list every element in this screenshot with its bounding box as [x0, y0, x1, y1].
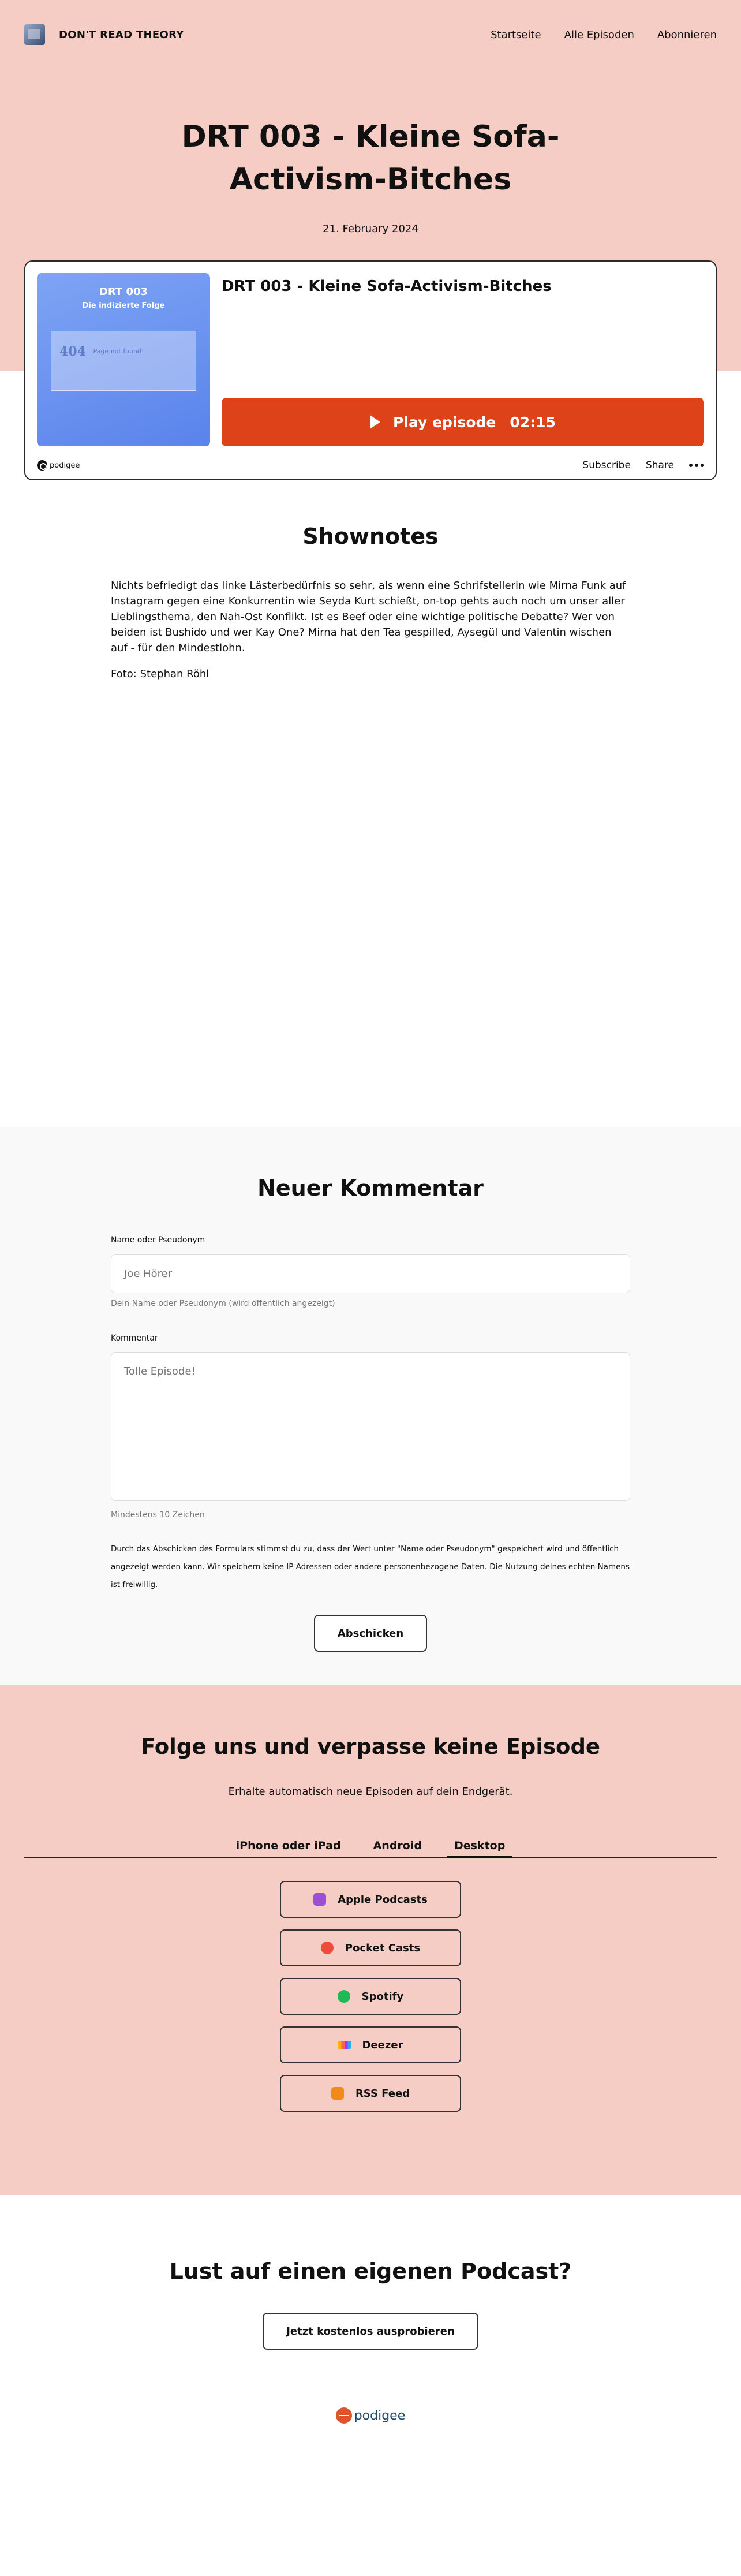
- tab-android[interactable]: Android: [373, 1839, 422, 1852]
- play-label: Play episode: [393, 413, 496, 431]
- apple-podcasts-icon: [313, 1893, 326, 1906]
- cover-title: DRT 003: [99, 286, 148, 298]
- podcast-logo: [24, 24, 45, 45]
- comment-heading: Neuer Kommentar: [257, 1175, 484, 1201]
- shownotes-paragraph: Nichts befriedigt das linke Lästerbedürfnis so sehr, als wenn eine Schrifstellerin wie Mirna Funk auf Instagram gegen eine Konkurrentin wie Seyda Kurt schießt, on-top gehts auch noch um unser aller Lieblingsthema, den Nah-Ost Konflikt. Ist es Beef oder eine wichtige politische Debatte? Wer von beiden ist Bushido und wer Kay One? Mirna hat den Tea gespilled, Aysegül und Valentin wischen auf - für den Mindestlohn.: [111, 580, 626, 654]
- subscribe-subheading: Erhalte automatisch neue Episoden auf dein Endgerät.: [228, 1786, 513, 1798]
- shownotes-section: [0, 371, 741, 1127]
- spotify-button[interactable]: [280, 1978, 461, 2015]
- more-options-icon[interactable]: [689, 464, 704, 467]
- spotify-icon: [338, 1990, 350, 2003]
- pocket-casts-button[interactable]: [280, 1929, 461, 1966]
- consent-text: Durch das Abschicken des Formulars stimmst du zu, dass der Wert unter "Name oder Pseudonym" gespeichert wird und öffentlich angezeigt werden kann. Wir speichern keine IP-Adressen oder andere personenbezogene Daten. Die Nutzung deines echten Namens ist freiwillig.: [111, 1544, 630, 1589]
- play-icon: [370, 415, 380, 429]
- comment-textarea[interactable]: Tolle Episode!: [111, 1352, 630, 1501]
- brand-link[interactable]: [24, 24, 184, 45]
- subscribe-heading: Folge uns und verpasse keine Episode: [140, 1734, 601, 1759]
- app-label: Deezer: [362, 2039, 403, 2051]
- promo-heading: Lust auf einen eigenen Podcast?: [169, 2258, 572, 2284]
- podigee-player-brand[interactable]: [37, 460, 80, 471]
- deezer-button[interactable]: [280, 2026, 461, 2063]
- subscribe-app-list: [0, 1881, 741, 2112]
- podigee-logo-text: podigee: [354, 2408, 406, 2423]
- apple-podcasts-button[interactable]: [280, 1881, 461, 1918]
- tab-iphone-ipad[interactable]: iPhone oder iPad: [235, 1839, 341, 1852]
- nav-startseite[interactable]: Startseite: [491, 28, 541, 41]
- name-input[interactable]: Joe Hörer: [111, 1254, 630, 1293]
- hero-section: [0, 0, 741, 471]
- player-episode-title: DRT 003 - Kleine Sofa-Activism-Bitches: [222, 278, 552, 295]
- comment-label: Kommentar: [111, 1334, 158, 1343]
- tab-desktop[interactable]: Desktop: [447, 1839, 512, 1858]
- player-subscribe-button[interactable]: Subscribe: [582, 460, 631, 471]
- rss-feed-button[interactable]: [280, 2075, 461, 2112]
- try-free-button[interactable]: Jetzt kostenlos ausprobieren: [263, 2313, 478, 2350]
- top-navigation: [0, 0, 741, 69]
- nav-abonnieren[interactable]: Abonnieren: [657, 28, 717, 41]
- nav-alle-episoden[interactable]: Alle Episoden: [564, 28, 634, 41]
- shownotes-heading: Shownotes: [302, 524, 439, 549]
- cover-404-card: [51, 331, 196, 391]
- app-label: Apple Podcasts: [338, 1893, 428, 1906]
- name-label: Name oder Pseudonym: [111, 1235, 205, 1245]
- podigee-icon: [37, 460, 47, 471]
- episode-date: 21. February 2024: [323, 223, 418, 235]
- cover-404-number: 404: [59, 344, 86, 359]
- name-hint: Dein Name oder Pseudonym (wird öffentlich angezeigt): [111, 1299, 335, 1308]
- comment-hint: Mindestens 10 Zeichen: [111, 1510, 205, 1520]
- play-episode-button[interactable]: [222, 398, 704, 446]
- app-label: Spotify: [361, 1990, 404, 2003]
- promo-section: [0, 2195, 741, 2576]
- app-label: RSS Feed: [355, 2087, 410, 2100]
- cover-404-text: Page not found!: [93, 348, 144, 355]
- episode-title: DRT 003 - Kleine Sofa-Activism-Bitches: [181, 120, 560, 197]
- comment-section: [0, 1127, 741, 1685]
- player-actions: [582, 460, 704, 471]
- app-label: Pocket Casts: [345, 1942, 421, 1954]
- submit-button[interactable]: Abschicken: [314, 1615, 427, 1652]
- episode-duration: 02:15: [510, 413, 556, 431]
- main-nav: [491, 29, 717, 41]
- comment-form: [111, 1235, 630, 1652]
- cover-subtitle: Die indizierte Folge: [82, 301, 165, 310]
- player-footer: [37, 460, 704, 471]
- player-share-button[interactable]: Share: [645, 460, 674, 471]
- shownotes-body: [111, 578, 630, 682]
- episode-cover-art: [37, 273, 210, 446]
- shownotes-credit: Foto: Stephan Röhl: [111, 668, 209, 680]
- pocket-casts-icon: [321, 1942, 334, 1954]
- platform-tabs: [24, 1839, 717, 1858]
- podcast-player: [24, 260, 717, 480]
- subscribe-section: [0, 1685, 741, 2195]
- deezer-icon: [338, 2041, 351, 2049]
- brand-name: DON'T READ THEORY: [59, 28, 184, 41]
- rss-icon: [331, 2087, 344, 2100]
- podigee-logo-icon: [336, 2407, 352, 2424]
- podigee-logo[interactable]: [0, 2407, 741, 2424]
- podigee-brand-label: podigee: [50, 461, 80, 470]
